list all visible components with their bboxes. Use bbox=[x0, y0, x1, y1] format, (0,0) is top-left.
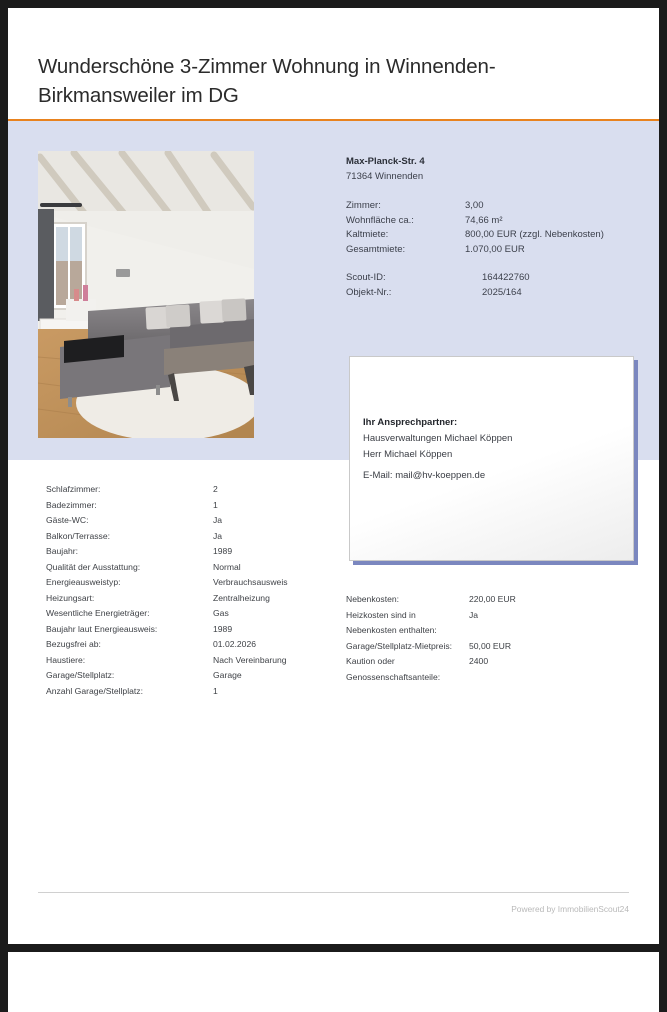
details-right-column bbox=[346, 592, 636, 685]
table-row bbox=[346, 608, 636, 639]
detail-label: Energieausweistyp: bbox=[46, 575, 213, 591]
table-row bbox=[346, 199, 604, 214]
expose-page bbox=[8, 8, 659, 944]
footer-divider bbox=[38, 892, 629, 893]
table-row bbox=[46, 637, 331, 653]
page-header bbox=[8, 8, 659, 119]
detail-label: Wesentliche Energieträger: bbox=[46, 606, 213, 622]
detail-value: Garage bbox=[213, 668, 331, 684]
detail-value: Ja bbox=[213, 513, 331, 529]
fact-label: Zimmer: bbox=[346, 199, 465, 214]
detail-label: Heizungsart: bbox=[46, 591, 213, 607]
fact-label: Kaltmiete: bbox=[346, 228, 465, 243]
table-row bbox=[346, 639, 636, 655]
fact-label: Gesamtmiete: bbox=[346, 243, 465, 258]
property-photo bbox=[38, 151, 254, 438]
contact-card bbox=[349, 356, 634, 561]
property-photo-image bbox=[38, 151, 254, 438]
detail-value: 1989 bbox=[213, 622, 331, 638]
table-row bbox=[46, 591, 331, 607]
table-row bbox=[346, 286, 530, 301]
detail-value: Normal bbox=[213, 560, 331, 576]
detail-value: 01.02.2026 bbox=[213, 637, 331, 653]
fact-value: 3,00 bbox=[465, 199, 604, 214]
table-row bbox=[46, 575, 331, 591]
cost-value: 220,00 EUR bbox=[469, 592, 636, 608]
detail-value: Nach Vereinbarung bbox=[213, 653, 331, 669]
contact-details bbox=[363, 415, 621, 484]
identifier-label: Scout-ID: bbox=[346, 271, 482, 286]
cost-value: 2400 bbox=[469, 654, 636, 685]
table-row bbox=[46, 498, 331, 514]
table-row bbox=[46, 653, 331, 669]
table-row bbox=[346, 214, 604, 229]
detail-label: Baujahr: bbox=[46, 544, 213, 560]
table-row bbox=[46, 513, 331, 529]
detail-label: Anzahl Garage/Stellplatz: bbox=[46, 684, 213, 700]
cost-value: 50,00 EUR bbox=[469, 639, 636, 655]
key-facts-table bbox=[346, 199, 604, 257]
detail-value: 1989 bbox=[213, 544, 331, 560]
details-right-table bbox=[346, 592, 636, 685]
detail-label: Badezimmer: bbox=[46, 498, 213, 514]
detail-value: Zentralheizung bbox=[213, 591, 331, 607]
address-city: 71364 Winnenden bbox=[346, 169, 646, 184]
details-left-column bbox=[46, 482, 331, 699]
detail-label: Bezugsfrei ab: bbox=[46, 637, 213, 653]
identifier-table bbox=[346, 271, 530, 300]
contact-email[interactable]: E-Mail: mail@hv-koeppen.de bbox=[363, 468, 621, 484]
table-row bbox=[46, 544, 331, 560]
table-row bbox=[346, 592, 636, 608]
detail-value: Ja bbox=[213, 529, 331, 545]
table-row bbox=[346, 654, 636, 685]
contact-company: Hausverwaltungen Michael Köppen bbox=[363, 431, 621, 447]
identifier-value: 164422760 bbox=[482, 271, 530, 286]
detail-value: 1 bbox=[213, 498, 331, 514]
identifier-value: 2025/164 bbox=[482, 286, 530, 301]
table-row bbox=[46, 560, 331, 576]
table-row bbox=[46, 606, 331, 622]
contact-heading: Ihr Ansprechpartner: bbox=[363, 415, 621, 431]
table-row bbox=[46, 668, 331, 684]
detail-label: Qualität der Ausstattung: bbox=[46, 560, 213, 576]
cost-label: Garage/Stellplatz-Mietpreis: bbox=[346, 639, 469, 655]
detail-label: Garage/Stellplatz: bbox=[46, 668, 213, 684]
cost-label: Heizkosten sind in Nebenkosten enthalten: bbox=[346, 608, 469, 639]
cost-label: Nebenkosten: bbox=[346, 592, 469, 608]
detail-label: Schlafzimmer: bbox=[46, 482, 213, 498]
detail-value: 1 bbox=[213, 684, 331, 700]
detail-value: Verbrauchsausweis bbox=[213, 575, 331, 591]
key-facts bbox=[346, 154, 646, 300]
detail-label: Haustiere: bbox=[46, 653, 213, 669]
detail-label: Baujahr laut Energieausweis: bbox=[46, 622, 213, 638]
page-title: Wunderschöne 3-Zimmer Wohnung in Winnenden-Birkmansweiler im DG bbox=[38, 52, 633, 110]
identifier-label: Objekt-Nr.: bbox=[346, 286, 482, 301]
detail-label: Balkon/Terrasse: bbox=[46, 529, 213, 545]
detail-label: Gäste-WC: bbox=[46, 513, 213, 529]
fact-value: 74,66 m² bbox=[465, 214, 604, 229]
detail-value: 2 bbox=[213, 482, 331, 498]
fact-value: 800,00 EUR (zzgl. Nebenkosten) bbox=[465, 228, 604, 243]
table-row bbox=[46, 684, 331, 700]
cost-value: Ja bbox=[469, 608, 636, 639]
fact-value: 1.070,00 EUR bbox=[465, 243, 604, 258]
detail-value: Gas bbox=[213, 606, 331, 622]
address-street: Max-Planck-Str. 4 bbox=[346, 154, 646, 169]
footer-powered-by: Powered by ImmobilienScout24 bbox=[329, 904, 629, 914]
table-row bbox=[346, 243, 604, 258]
table-row bbox=[46, 482, 331, 498]
table-row bbox=[346, 271, 530, 286]
next-page bbox=[8, 952, 659, 1012]
details-left-table bbox=[46, 482, 331, 699]
contact-person: Herr Michael Köppen bbox=[363, 447, 621, 463]
table-row bbox=[46, 622, 331, 638]
table-row bbox=[346, 228, 604, 243]
fact-label: Wohnfläche ca.: bbox=[346, 214, 465, 229]
cost-label: Kaution oder Genossenschaftsanteile: bbox=[346, 654, 469, 685]
table-row bbox=[46, 529, 331, 545]
